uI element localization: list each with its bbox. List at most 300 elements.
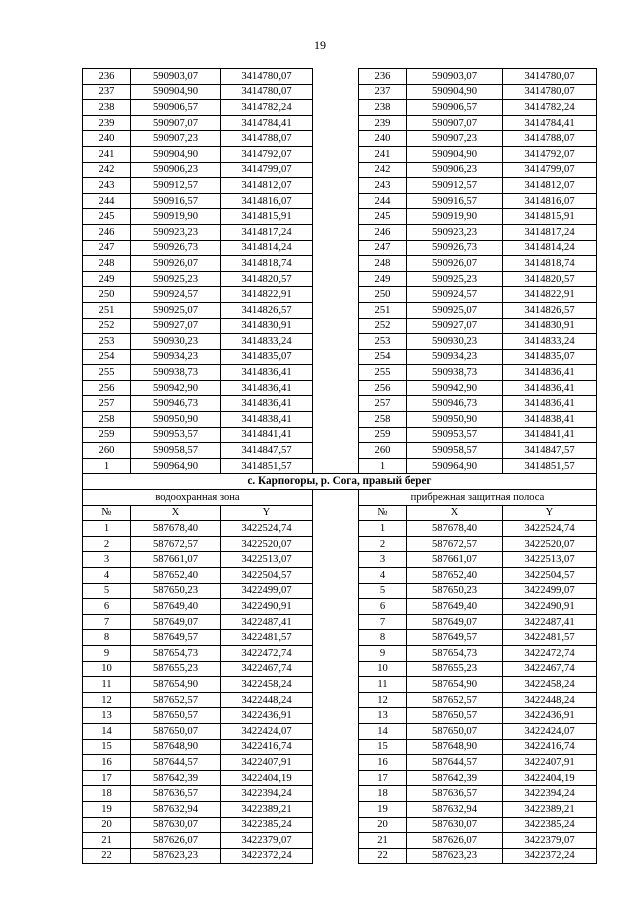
column-gap — [313, 427, 359, 443]
left-y-coordinate: 3414822,91 — [221, 287, 313, 303]
left-point-number: 260 — [83, 443, 131, 459]
right-y-coordinate: 3414814,24 — [503, 240, 597, 256]
left-point-number: 8 — [83, 630, 131, 646]
table-row — [83, 583, 597, 599]
right-x-coordinate: 587649,40 — [407, 599, 503, 615]
left-x-coordinate: 590946,73 — [131, 396, 221, 412]
left-y-coordinate: 3422487,41 — [221, 614, 313, 630]
right-point-number: 244 — [359, 193, 407, 209]
table-row — [83, 739, 597, 755]
right-y-coordinate: 3422416,74 — [503, 739, 597, 755]
left-y-coordinate: 3422372,24 — [221, 848, 313, 864]
left-point-number: 255 — [83, 365, 131, 381]
right-point-number: 14 — [359, 723, 407, 739]
right-point-number: 16 — [359, 755, 407, 771]
right-x-coordinate: 590926,73 — [407, 240, 503, 256]
right-y-coordinate: 3414792,07 — [503, 146, 597, 162]
left-x-coordinate: 590906,23 — [131, 162, 221, 178]
left-point-number: 19 — [83, 801, 131, 817]
column-gap — [313, 770, 359, 786]
right-x-coordinate: 590923,23 — [407, 224, 503, 240]
right-point-number: 236 — [359, 69, 407, 85]
left-x-coordinate: 590930,23 — [131, 334, 221, 350]
left-x-coordinate: 587678,40 — [131, 521, 221, 537]
right-x-coordinate: 587632,94 — [407, 801, 503, 817]
right-point-number: 237 — [359, 84, 407, 100]
table-row — [83, 193, 597, 209]
right-y-coordinate: 3414815,91 — [503, 209, 597, 225]
column-header-y: Y — [221, 505, 313, 521]
column-gap — [313, 240, 359, 256]
table-row — [83, 770, 597, 786]
right-x-coordinate: 590930,23 — [407, 334, 503, 350]
right-x-coordinate: 587678,40 — [407, 521, 503, 537]
right-x-coordinate: 590953,57 — [407, 427, 503, 443]
column-gap — [313, 490, 359, 506]
table-row — [83, 427, 597, 443]
right-x-coordinate: 587672,57 — [407, 536, 503, 552]
right-x-coordinate: 590925,07 — [407, 302, 503, 318]
column-gap — [313, 739, 359, 755]
right-x-coordinate: 590950,90 — [407, 412, 503, 428]
table-row — [83, 677, 597, 693]
right-x-coordinate: 590934,23 — [407, 349, 503, 365]
right-y-coordinate: 3414830,91 — [503, 318, 597, 334]
left-point-number: 248 — [83, 256, 131, 272]
column-gap — [313, 521, 359, 537]
upper-coordinates-block — [83, 69, 597, 474]
coordinates-table — [82, 68, 597, 864]
column-gap — [313, 396, 359, 412]
table-row — [83, 614, 597, 630]
table-row — [83, 146, 597, 162]
left-y-coordinate: 3414836,41 — [221, 396, 313, 412]
column-gap — [313, 412, 359, 428]
left-point-number: 249 — [83, 271, 131, 287]
left-y-coordinate: 3414847,57 — [221, 443, 313, 459]
right-x-coordinate: 590919,90 — [407, 209, 503, 225]
table-row — [83, 271, 597, 287]
right-point-number: 247 — [359, 240, 407, 256]
left-point-number: 258 — [83, 412, 131, 428]
right-point-number: 259 — [359, 427, 407, 443]
column-header-y: Y — [503, 505, 597, 521]
left-point-number: 257 — [83, 396, 131, 412]
right-y-coordinate: 3422379,07 — [503, 833, 597, 849]
right-y-coordinate: 3422424,07 — [503, 723, 597, 739]
right-point-number: 239 — [359, 115, 407, 131]
left-y-coordinate: 3422513,07 — [221, 552, 313, 568]
right-y-coordinate: 3414841,41 — [503, 427, 597, 443]
column-gap — [313, 583, 359, 599]
column-gap — [313, 645, 359, 661]
right-y-coordinate: 3414826,57 — [503, 302, 597, 318]
right-y-coordinate: 3422513,07 — [503, 552, 597, 568]
column-gap — [313, 271, 359, 287]
table-row — [83, 817, 597, 833]
right-x-coordinate: 590906,57 — [407, 100, 503, 116]
table-row — [83, 536, 597, 552]
column-gap — [313, 786, 359, 802]
column-header-number: № — [83, 505, 131, 521]
right-y-coordinate: 3414788,07 — [503, 131, 597, 147]
left-point-number: 17 — [83, 770, 131, 786]
left-y-coordinate: 3414817,24 — [221, 224, 313, 240]
table-row — [83, 380, 597, 396]
column-gap — [313, 224, 359, 240]
left-y-coordinate: 3422394,24 — [221, 786, 313, 802]
left-point-number: 2 — [83, 536, 131, 552]
right-x-coordinate: 590946,73 — [407, 396, 503, 412]
left-x-coordinate: 590903,07 — [131, 69, 221, 85]
left-y-coordinate: 3414788,07 — [221, 131, 313, 147]
right-x-coordinate: 590927,07 — [407, 318, 503, 334]
lower-coordinates-block — [83, 521, 597, 864]
right-point-number: 245 — [359, 209, 407, 225]
left-subtitle: водоохранная зона — [83, 490, 313, 506]
left-point-number: 247 — [83, 240, 131, 256]
left-y-coordinate: 3422379,07 — [221, 833, 313, 849]
column-gap — [313, 162, 359, 178]
left-x-coordinate: 590934,23 — [131, 349, 221, 365]
left-point-number: 16 — [83, 755, 131, 771]
right-point-number: 12 — [359, 692, 407, 708]
table-row — [83, 412, 597, 428]
right-y-coordinate: 3414847,57 — [503, 443, 597, 459]
left-y-coordinate: 3414792,07 — [221, 146, 313, 162]
right-point-number: 20 — [359, 817, 407, 833]
right-point-number: 10 — [359, 661, 407, 677]
table-row — [83, 365, 597, 381]
right-point-number: 1 — [359, 458, 407, 474]
right-x-coordinate: 590904,90 — [407, 84, 503, 100]
left-point-number: 238 — [83, 100, 131, 116]
right-y-coordinate: 3414780,07 — [503, 84, 597, 100]
left-x-coordinate: 587649,07 — [131, 614, 221, 630]
right-point-number: 21 — [359, 833, 407, 849]
right-x-coordinate: 587648,90 — [407, 739, 503, 755]
right-y-coordinate: 3422472,74 — [503, 645, 597, 661]
right-x-coordinate: 587623,23 — [407, 848, 503, 864]
column-header-number: № — [359, 505, 407, 521]
left-x-coordinate: 587648,90 — [131, 739, 221, 755]
left-x-coordinate: 590923,23 — [131, 224, 221, 240]
left-x-coordinate: 587672,57 — [131, 536, 221, 552]
right-point-number: 255 — [359, 365, 407, 381]
right-point-number: 256 — [359, 380, 407, 396]
left-y-coordinate: 3422504,57 — [221, 568, 313, 584]
left-x-coordinate: 587654,90 — [131, 677, 221, 693]
left-point-number: 254 — [83, 349, 131, 365]
left-point-number: 15 — [83, 739, 131, 755]
table-row — [83, 178, 597, 194]
column-gap — [313, 458, 359, 474]
table-row — [83, 755, 597, 771]
right-point-number: 250 — [359, 287, 407, 303]
right-point-number: 2 — [359, 536, 407, 552]
left-y-coordinate: 3422499,07 — [221, 583, 313, 599]
left-y-coordinate: 3422407,91 — [221, 755, 313, 771]
left-point-number: 1 — [83, 458, 131, 474]
right-point-number: 8 — [359, 630, 407, 646]
right-y-coordinate: 3414780,07 — [503, 69, 597, 85]
right-point-number: 18 — [359, 786, 407, 802]
left-y-coordinate: 3414826,57 — [221, 302, 313, 318]
left-point-number: 237 — [83, 84, 131, 100]
right-y-coordinate: 3414838,41 — [503, 412, 597, 428]
column-gap — [313, 677, 359, 693]
left-y-coordinate: 3422424,07 — [221, 723, 313, 739]
right-x-coordinate: 587650,07 — [407, 723, 503, 739]
left-point-number: 9 — [83, 645, 131, 661]
table-row — [83, 645, 597, 661]
right-y-coordinate: 3422436,91 — [503, 708, 597, 724]
table-row — [83, 349, 597, 365]
table-row — [83, 833, 597, 849]
right-point-number: 242 — [359, 162, 407, 178]
left-y-coordinate: 3422524,74 — [221, 521, 313, 537]
left-point-number: 5 — [83, 583, 131, 599]
right-y-coordinate: 3414812,07 — [503, 178, 597, 194]
column-gap — [313, 661, 359, 677]
subtitle-row — [83, 490, 597, 506]
column-gap — [313, 69, 359, 85]
left-point-number: 250 — [83, 287, 131, 303]
left-y-coordinate: 3414818,74 — [221, 256, 313, 272]
left-point-number: 3 — [83, 552, 131, 568]
left-y-coordinate: 3414816,07 — [221, 193, 313, 209]
right-point-number: 4 — [359, 568, 407, 584]
right-y-coordinate: 3422481,57 — [503, 630, 597, 646]
right-x-coordinate: 590926,07 — [407, 256, 503, 272]
left-x-coordinate: 587652,57 — [131, 692, 221, 708]
left-point-number: 4 — [83, 568, 131, 584]
table-row — [83, 224, 597, 240]
table-row — [83, 131, 597, 147]
right-x-coordinate: 590907,23 — [407, 131, 503, 147]
right-x-coordinate: 587650,23 — [407, 583, 503, 599]
column-gap — [313, 614, 359, 630]
left-y-coordinate: 3422404,19 — [221, 770, 313, 786]
right-y-coordinate: 3422372,24 — [503, 848, 597, 864]
right-point-number: 11 — [359, 677, 407, 693]
right-x-coordinate: 590903,07 — [407, 69, 503, 85]
right-y-coordinate: 3414818,74 — [503, 256, 597, 272]
left-point-number: 18 — [83, 786, 131, 802]
column-gap — [313, 365, 359, 381]
left-x-coordinate: 590907,23 — [131, 131, 221, 147]
left-x-coordinate: 587650,23 — [131, 583, 221, 599]
column-gap — [313, 755, 359, 771]
right-x-coordinate: 587661,07 — [407, 552, 503, 568]
column-gap — [313, 692, 359, 708]
left-y-coordinate: 3422490,91 — [221, 599, 313, 615]
left-y-coordinate: 3414830,91 — [221, 318, 313, 334]
left-point-number: 256 — [83, 380, 131, 396]
table-row — [83, 661, 597, 677]
left-point-number: 22 — [83, 848, 131, 864]
right-x-coordinate: 587636,57 — [407, 786, 503, 802]
table-row — [83, 630, 597, 646]
right-x-coordinate: 590964,90 — [407, 458, 503, 474]
left-x-coordinate: 590950,90 — [131, 412, 221, 428]
table-row — [83, 334, 597, 350]
column-gap — [313, 848, 359, 864]
right-point-number: 13 — [359, 708, 407, 724]
right-x-coordinate: 587644,57 — [407, 755, 503, 771]
right-point-number: 1 — [359, 521, 407, 537]
left-point-number: 21 — [83, 833, 131, 849]
left-y-coordinate: 3414833,24 — [221, 334, 313, 350]
table-row — [83, 458, 597, 474]
right-point-number: 254 — [359, 349, 407, 365]
left-x-coordinate: 587650,57 — [131, 708, 221, 724]
column-gap — [313, 131, 359, 147]
left-point-number: 6 — [83, 599, 131, 615]
right-x-coordinate: 587654,90 — [407, 677, 503, 693]
column-header-x: X — [131, 505, 221, 521]
column-gap — [313, 256, 359, 272]
left-point-number: 236 — [83, 69, 131, 85]
left-y-coordinate: 3414814,24 — [221, 240, 313, 256]
column-gap — [313, 318, 359, 334]
right-point-number: 3 — [359, 552, 407, 568]
column-gap — [313, 209, 359, 225]
right-point-number: 260 — [359, 443, 407, 459]
left-y-coordinate: 3414782,24 — [221, 100, 313, 116]
right-y-coordinate: 3414835,07 — [503, 349, 597, 365]
column-gap — [313, 536, 359, 552]
table-row — [83, 256, 597, 272]
left-x-coordinate: 590964,90 — [131, 458, 221, 474]
right-y-coordinate: 3422389,21 — [503, 801, 597, 817]
left-y-coordinate: 3414851,57 — [221, 458, 313, 474]
left-point-number: 241 — [83, 146, 131, 162]
table-row — [83, 240, 597, 256]
left-x-coordinate: 590904,90 — [131, 84, 221, 100]
left-x-coordinate: 587636,57 — [131, 786, 221, 802]
right-y-coordinate: 3414822,91 — [503, 287, 597, 303]
column-gap — [313, 599, 359, 615]
left-x-coordinate: 587632,94 — [131, 801, 221, 817]
right-y-coordinate: 3422394,24 — [503, 786, 597, 802]
column-header-row — [83, 505, 597, 521]
right-y-coordinate: 3422407,91 — [503, 755, 597, 771]
right-point-number: 6 — [359, 599, 407, 615]
left-x-coordinate: 590927,07 — [131, 318, 221, 334]
table-row — [83, 396, 597, 412]
left-y-coordinate: 3422472,74 — [221, 645, 313, 661]
table-row — [83, 708, 597, 724]
left-point-number: 239 — [83, 115, 131, 131]
right-x-coordinate: 590924,57 — [407, 287, 503, 303]
right-y-coordinate: 3422385,24 — [503, 817, 597, 833]
left-y-coordinate: 3414836,41 — [221, 380, 313, 396]
table-row — [83, 100, 597, 116]
section-title: с. Карпогоры, р. Сога, правый берег — [83, 474, 597, 490]
column-gap — [313, 443, 359, 459]
right-y-coordinate: 3422524,74 — [503, 521, 597, 537]
right-point-number: 252 — [359, 318, 407, 334]
right-point-number: 240 — [359, 131, 407, 147]
right-x-coordinate: 590906,23 — [407, 162, 503, 178]
right-y-coordinate: 3422490,91 — [503, 599, 597, 615]
left-y-coordinate: 3414820,57 — [221, 271, 313, 287]
left-x-coordinate: 587630,07 — [131, 817, 221, 833]
left-point-number: 1 — [83, 521, 131, 537]
right-point-number: 22 — [359, 848, 407, 864]
table-row — [83, 786, 597, 802]
left-point-number: 14 — [83, 723, 131, 739]
right-x-coordinate: 587642,39 — [407, 770, 503, 786]
left-point-number: 11 — [83, 677, 131, 693]
column-gap — [313, 302, 359, 318]
left-y-coordinate: 3422385,24 — [221, 817, 313, 833]
column-gap — [313, 568, 359, 584]
right-y-coordinate: 3414851,57 — [503, 458, 597, 474]
right-y-coordinate: 3422499,07 — [503, 583, 597, 599]
column-gap — [313, 334, 359, 350]
table-row — [83, 115, 597, 131]
column-header-x: X — [407, 505, 503, 521]
left-x-coordinate: 590916,57 — [131, 193, 221, 209]
right-y-coordinate: 3414833,24 — [503, 334, 597, 350]
right-y-coordinate: 3414816,07 — [503, 193, 597, 209]
left-y-coordinate: 3422481,57 — [221, 630, 313, 646]
right-y-coordinate: 3422404,19 — [503, 770, 597, 786]
left-x-coordinate: 587649,57 — [131, 630, 221, 646]
left-point-number: 259 — [83, 427, 131, 443]
right-x-coordinate: 587650,57 — [407, 708, 503, 724]
left-x-coordinate: 587623,23 — [131, 848, 221, 864]
right-point-number: 251 — [359, 302, 407, 318]
right-point-number: 17 — [359, 770, 407, 786]
right-y-coordinate: 3422487,41 — [503, 614, 597, 630]
column-gap — [313, 708, 359, 724]
right-point-number: 7 — [359, 614, 407, 630]
left-x-coordinate: 590926,07 — [131, 256, 221, 272]
left-x-coordinate: 590958,57 — [131, 443, 221, 459]
right-y-coordinate: 3414820,57 — [503, 271, 597, 287]
left-y-coordinate: 3422436,91 — [221, 708, 313, 724]
column-gap — [313, 287, 359, 303]
right-x-coordinate: 590925,23 — [407, 271, 503, 287]
left-point-number: 240 — [83, 131, 131, 147]
right-point-number: 258 — [359, 412, 407, 428]
left-point-number: 243 — [83, 178, 131, 194]
right-x-coordinate: 587652,40 — [407, 568, 503, 584]
right-x-coordinate: 590916,57 — [407, 193, 503, 209]
left-point-number: 242 — [83, 162, 131, 178]
right-point-number: 5 — [359, 583, 407, 599]
right-y-coordinate: 3414817,24 — [503, 224, 597, 240]
table-row — [83, 69, 597, 85]
left-y-coordinate: 3422389,21 — [221, 801, 313, 817]
left-point-number: 20 — [83, 817, 131, 833]
left-x-coordinate: 590904,90 — [131, 146, 221, 162]
left-point-number: 245 — [83, 209, 131, 225]
right-x-coordinate: 587649,07 — [407, 614, 503, 630]
right-x-coordinate: 590912,57 — [407, 178, 503, 194]
right-point-number: 19 — [359, 801, 407, 817]
right-x-coordinate: 587652,57 — [407, 692, 503, 708]
right-y-coordinate: 3422448,24 — [503, 692, 597, 708]
left-x-coordinate: 590942,90 — [131, 380, 221, 396]
left-x-coordinate: 590919,90 — [131, 209, 221, 225]
page-number: 19 — [314, 38, 326, 52]
left-x-coordinate: 590907,07 — [131, 115, 221, 131]
table-row — [83, 162, 597, 178]
